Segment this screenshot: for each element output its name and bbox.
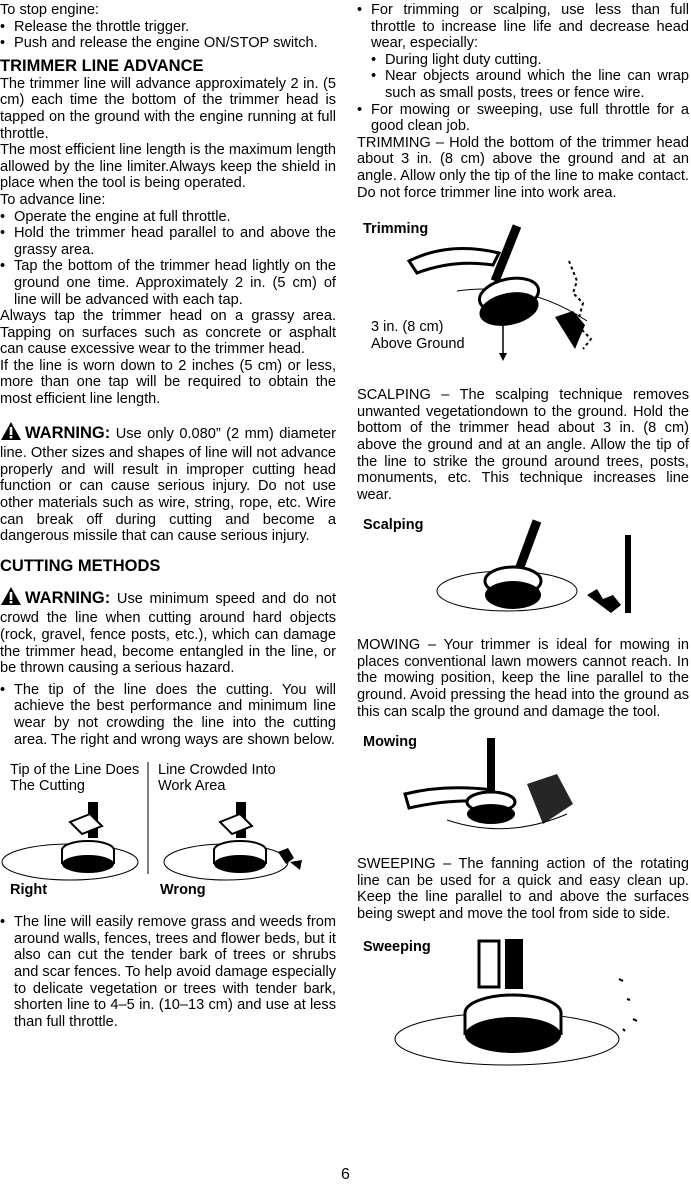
right-wrong-figure [0, 762, 336, 904]
stop-list [0, 19, 336, 52]
list-item: • Near objects around which the line can wrap such as small posts, trees or fence wire. [371, 68, 689, 101]
trimming-label: Trimming [363, 221, 429, 238]
sweeping-label: Sweeping [363, 938, 431, 955]
fig-caption-left: Tip of the Line Does The Cutting [10, 762, 140, 795]
paragraph: Always tap the trimmer head on a grassy area. Tapping on surfaces such as concrete or asphalt can cause excessive wear to the trimmer head. [0, 308, 336, 358]
scalping-label: Scalping [363, 517, 424, 534]
cutting-list-2 [0, 914, 336, 1030]
label-right: Right [10, 882, 48, 899]
paragraph: If the line is worn down to 2 inches (5 cm) or less, more than one tap will be required to obtain the most efficient line length. [0, 357, 336, 408]
heading-cutting-methods: CUTTING METHODS [0, 556, 161, 575]
throttle-list [357, 2, 689, 135]
fig-caption-right: Line Crowded Into Work Area [158, 762, 276, 795]
sweeping-paragraph: SWEEPING – The fanning action of the rotating line can be used for a quick and easy clean up. Keep the line parallel to and above the surfaces being swept and move the tool from side to side. [357, 856, 689, 923]
warning-label: WARNING: [25, 423, 111, 442]
warning-triangle-icon [0, 421, 22, 446]
warning-triangle-icon [0, 586, 22, 611]
list-item: • Tap the bottom of the trimmer head lightly on the ground one time. Approximately 2 in. (5 cm) of line will be advanced with each tap. [0, 258, 336, 308]
warning-block [0, 421, 336, 545]
scalping-figure [357, 517, 689, 617]
trimming-note-2: Above Ground [371, 336, 465, 353]
list-item: • Operate the engine at full throttle. [0, 209, 336, 226]
list-item: • The line will easily remove grass and weeds from around walls, fences, trees and flower beds, but it also can cut the tender bark of trees or shrubs and scar fences. To help avoid damage especially to delicate vegetation or trees with tender bark, shorten line to 4–5 in. (10–13 cm) and use at less than full throttle. [0, 914, 336, 1030]
trimming-paragraph: TRIMMING – Hold the bottom of the trimmer head about 3 in. (8 cm) above the ground and at an angle. Allow only the tip of the line to make contact. Do not force trimmer line into work area. [357, 134, 689, 201]
warning-block [0, 586, 336, 677]
trimming-note-1: 3 in. (8 cm) [371, 319, 444, 336]
list-item [357, 2, 689, 102]
left-column [0, 2, 336, 1030]
trimming-figure [357, 221, 689, 371]
mowing-paragraph: MOWING – Your trimmer is ideal for mowing in places conventional lawn mowers cannot reach. In the mowing position, keep the line parallel to the ground. Avoid pressing the head into the ground as this can scalp the ground and damage the tool. [357, 637, 689, 720]
list-item: • Hold the trimmer head parallel to and above the grassy area. [0, 225, 336, 258]
stop-intro: To stop engine: [0, 2, 99, 18]
heading-trimmer-line-advance: TRIMMER LINE ADVANCE [0, 56, 204, 75]
list-item: • For mowing or sweeping, use full throttle for a good clean job. [357, 102, 689, 135]
paragraph: The trimmer line will advance approximately 2 in. (5 cm) each time the bottom of the trimmer head is tapped on the ground with the engine running at full throttle. [0, 75, 336, 142]
mowing-label: Mowing [363, 734, 417, 751]
label-wrong: Wrong [160, 882, 206, 899]
list-item: • Push and release the engine ON/STOP switch. [0, 35, 336, 52]
sweeping-figure [357, 939, 689, 1079]
cutting-list [0, 682, 336, 748]
sweeping-illustration [357, 939, 689, 1079]
warning-text: Use minimum speed and do not crowd the line when cutting around hard objects (rock, gravel, fence posts, etc.), which can damage the trimmer head, become entangled in the line, or be thrown causing a serious hazard. [0, 590, 336, 677]
scalping-paragraph: SCALPING – The scalping technique removes unwanted vegetationdown to the ground. Hold the bottom of the trimmer head about 3 in. (8 cm) above the ground and at an angle. Allow the tip of the line to strike the ground around trees, posts, monuments, etc. This technique increases line wear. [357, 387, 689, 503]
paragraph: To advance line: [0, 191, 106, 208]
page-number: 6 [341, 1166, 350, 1183]
warning-label: WARNING: [25, 588, 111, 607]
list-item: • The tip of the line does the cutting. You will achieve the best performance and minimum line wear by not crowding the line into the cutting area. The right and wrong ways are shown below. [0, 682, 336, 748]
throttle-sublist [357, 52, 689, 102]
mowing-figure [357, 734, 689, 844]
list-item: • During light duty cutting. [371, 52, 689, 69]
advance-list [0, 209, 336, 309]
warning-text: Use only 0.080” (2 mm) diameter line. Other sizes and shapes of line will not advance properly and will result in improper cutting head function or can cause serious injury. Do not use other materials such as wire, string, rope, etc. Wire can break off during cutting and become a dangerous missile that can cause serious injury. [0, 425, 336, 545]
list-item-text: For trimming or scalping, use less than full throttle to increase line life and decrease head wear, especially: [371, 2, 689, 52]
right-column [357, 2, 689, 1079]
list-item: • Release the throttle trigger. [0, 19, 336, 36]
paragraph: The most efficient line length is the maximum length allowed by the line limiter.Always keep the shield in place when the tool is being operated. [0, 142, 336, 192]
